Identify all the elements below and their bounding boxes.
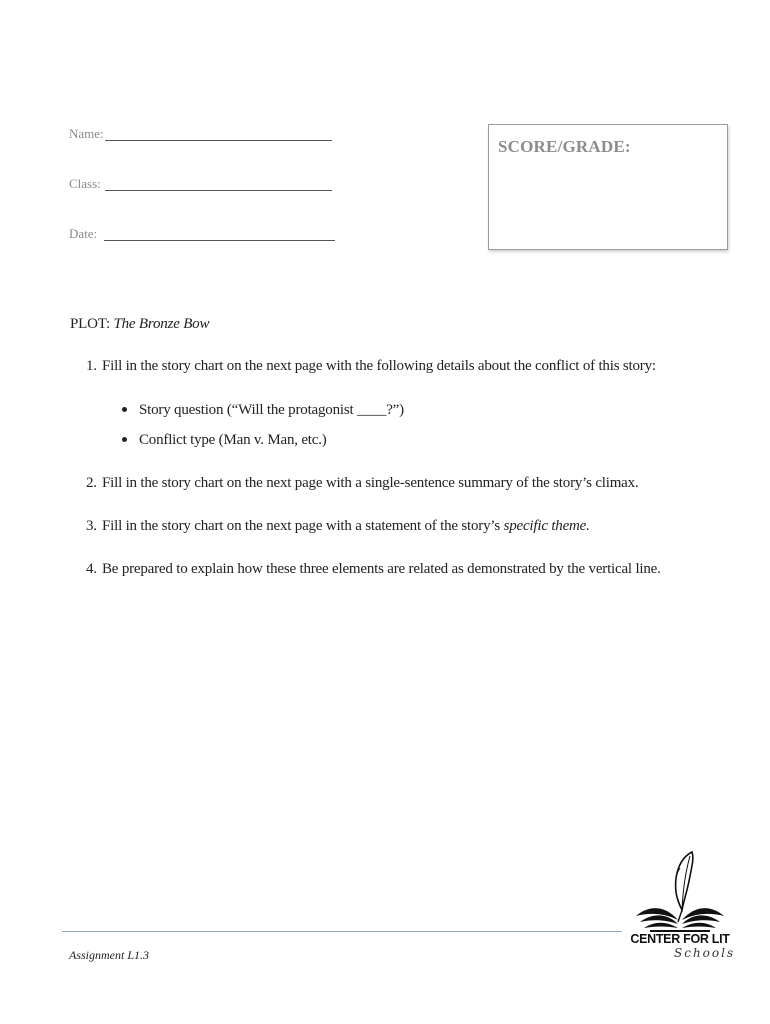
assignment-label: Assignment L1.3: [69, 948, 150, 962]
instruction-3-text: Fill in the story chart on the next page with a statement of the story’s: [102, 518, 504, 534]
book-title: The Bronze Bow: [113, 316, 210, 332]
instruction-2-number: 2.: [86, 475, 97, 491]
instruction-3-number: 3.: [86, 518, 97, 534]
logo-main-text: CENTER FOR LIT: [630, 932, 730, 946]
instruction-3-emphasis: specific theme.: [503, 518, 590, 534]
instruction-1-text: Fill in the story chart on the next page with the following details about the conflict of this story:: [102, 358, 656, 374]
logo-sub-text: Schools: [674, 946, 736, 960]
instruction-4-number: 4.: [86, 561, 97, 577]
name-field[interactable]: [105, 140, 332, 141]
instruction-2: [86, 475, 639, 492]
instruction-4-text: Be prepared to explain how these three elements are related as demonstrated by the vertical line.: [102, 561, 661, 577]
score-grade-box: [488, 124, 728, 250]
bullet-story-question: [122, 402, 404, 419]
bullet-text: Conflict type (Man v. Man, etc.): [139, 432, 327, 448]
date-label: Date:: [69, 226, 98, 241]
plot-heading: [70, 316, 209, 333]
class-field[interactable]: [105, 190, 332, 191]
score-grade-label: SCORE/GRADE:: [498, 137, 631, 156]
instruction-4: [86, 561, 661, 578]
date-field[interactable]: [104, 240, 335, 241]
bullet-conflict-type: [122, 432, 327, 449]
instruction-1: [86, 358, 656, 375]
name-label: Name:: [69, 126, 104, 141]
bullet-icon: [122, 407, 127, 412]
bullet-text: Story question (“Will the protagonist ____?”): [139, 402, 404, 418]
quill-and-book-icon: [630, 848, 730, 934]
center-for-lit-logo: [630, 848, 736, 968]
bullet-icon: [122, 437, 127, 442]
instruction-2-text: Fill in the story chart on the next page with a single-sentence summary of the story’s climax.: [102, 475, 639, 491]
class-label: Class:: [69, 176, 101, 191]
instruction-3: [86, 518, 590, 535]
footer-divider: [62, 931, 622, 932]
instruction-1-number: 1.: [86, 358, 97, 374]
plot-prefix: PLOT:: [70, 316, 114, 332]
